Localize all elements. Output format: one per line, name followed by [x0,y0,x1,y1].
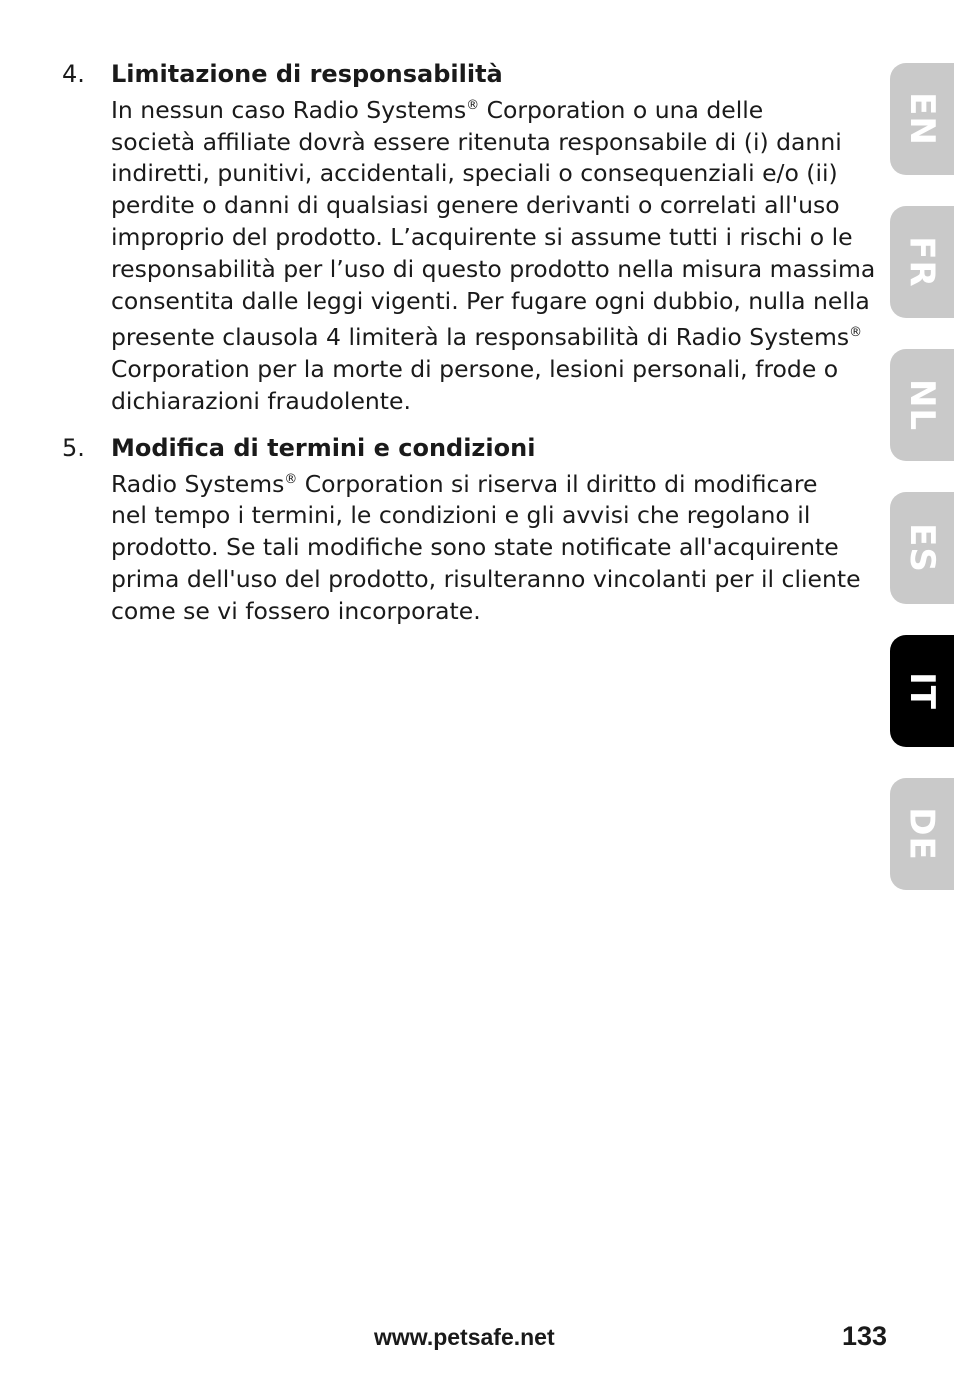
paragraph-line: presente clausola 4 limiterà la responsabilità di Radio Systems® [111,323,862,352]
tab-en[interactable] [890,63,954,175]
tab-label: FR [902,236,942,288]
tab-label: DE [901,807,942,861]
tab-label: EN [902,92,942,146]
paragraph-line: perdite o danni di qualsiasi genere derivanti o correlati all'uso [111,191,840,220]
section-number: 4. [62,60,85,88]
website-link[interactable]: www.petsafe.net [374,1324,555,1350]
paragraph-line: prima dell'uso del prodotto, risulteranno vincolanti per il cliente [111,564,861,593]
tab-label: NL [902,378,942,432]
page-number: 133 [842,1321,888,1351]
section-title: Limitazione di responsabilità [111,60,503,88]
main-content [62,58,876,641]
paragraph-line: In nessun caso Radio Systems® Corporation o una delle [111,95,764,124]
paragraph-line: responsabilità per l’uso di questo prodotto nella misura massima [111,254,876,283]
tab-nl[interactable] [890,349,954,461]
section-title: Modifica di termini e condizioni [111,433,536,462]
section-body [111,90,876,418]
paragraph-line: improprio del prodotto. L’acquirente si assume tutti i rischi o le [111,223,853,252]
tab-fr[interactable] [890,206,954,318]
paragraph-line: Corporation per la morte di persone, lesioni personali, frode o [111,355,839,384]
paragraph-line: indiretti, punitivi, accidentali, speciali o consequenziali e/o (ii) [111,159,838,188]
paragraph-line: prodotto. Se tali modifiche sono state notificate all'acquirente [111,533,839,562]
tab-de[interactable] [890,778,954,890]
tab-label: ES [902,523,942,573]
section-body [111,464,862,628]
paragraph-line: nel tempo i termini, le condizioni e gli avvisi che regolano il [111,501,811,530]
paragraph-line: Radio Systems® Corporation si riserva il diritto di modificare [111,469,818,498]
paragraph-line: consentita dalle leggi vigenti. Per fugare ogni dubbio, nulla nella [111,286,870,315]
tab-es[interactable] [890,492,954,604]
paragraph-line: società affiliate dovrà essere ritenuta responsabile di (i) danni [111,127,842,156]
section-terms-modification [62,432,862,628]
paragraph-line: come se vi fossero incorporate. [111,596,481,625]
section-limitation-of-liability [62,58,876,418]
tab-label: IT [902,672,942,710]
section-number: 5. [62,433,85,462]
paragraph-line: dichiarazioni fraudolente. [111,386,411,415]
tab-it[interactable] [890,635,954,747]
